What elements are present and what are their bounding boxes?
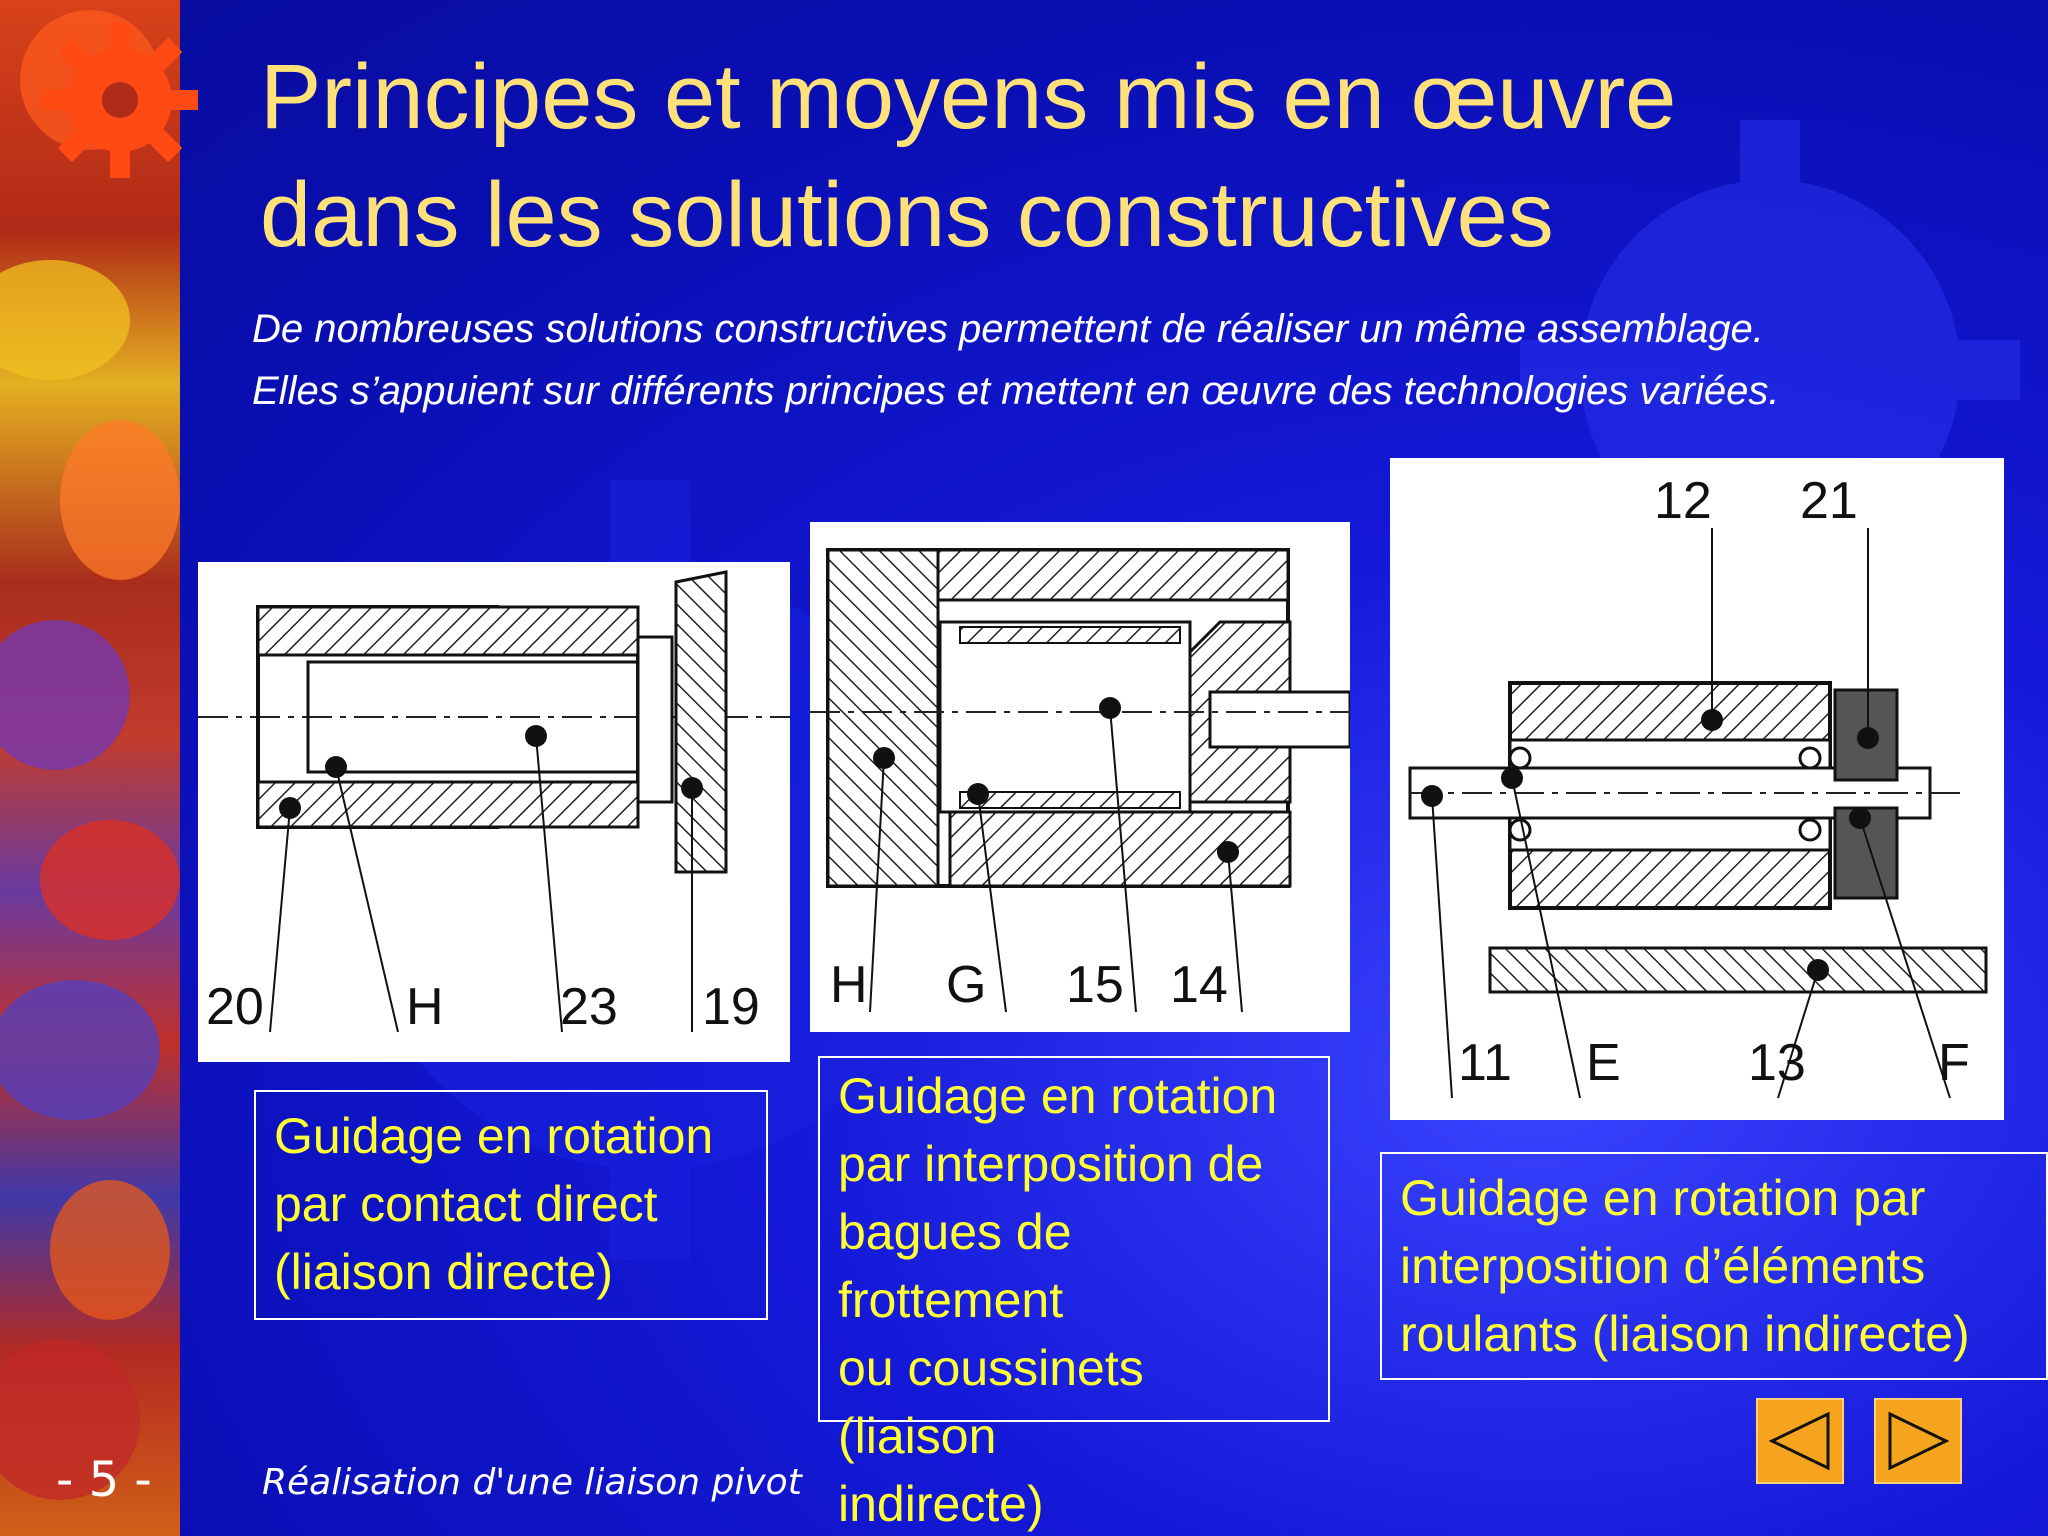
title-line: dans les solutions constructives bbox=[260, 164, 1554, 266]
part-label: 23 bbox=[560, 978, 618, 1036]
gear-icon bbox=[30, 10, 210, 190]
part-label: 11 bbox=[1458, 1034, 1512, 1092]
footer-text: Réalisation d'une liaison pivot bbox=[262, 1462, 802, 1503]
part-label: 13 bbox=[1748, 1034, 1806, 1092]
triangle-right-icon bbox=[1876, 1400, 1960, 1482]
part-label: 19 bbox=[702, 978, 760, 1036]
previous-slide-button[interactable] bbox=[1756, 1398, 1844, 1484]
caption-line: roulants (liaison indirecte) bbox=[1400, 1306, 1970, 1362]
page-title bbox=[260, 38, 1960, 274]
caption-direct-contact bbox=[254, 1090, 768, 1320]
caption-line: par interposition de bbox=[838, 1136, 1264, 1192]
part-label: F bbox=[1938, 1034, 1970, 1092]
part-label: 21 bbox=[1800, 472, 1858, 530]
subtitle bbox=[252, 298, 1952, 422]
triangle-left-icon bbox=[1758, 1400, 1842, 1482]
title-line: Principes et moyens mis en œuvre bbox=[260, 46, 1677, 148]
decorative-strip bbox=[0, 0, 180, 1536]
figure-direct-contact bbox=[198, 562, 790, 1062]
part-label: H bbox=[830, 956, 868, 1014]
subtitle-line: Elles s’appuient sur différents principes et mettent en œuvre des technologies variées. bbox=[252, 369, 1780, 413]
caption-line: par contact direct bbox=[274, 1176, 658, 1232]
caption-line: Guidage en rotation bbox=[274, 1108, 714, 1164]
caption-bushings bbox=[818, 1056, 1330, 1532]
page-number: - 5 - bbox=[56, 1452, 152, 1508]
caption-rolling-elements bbox=[1380, 1152, 2048, 1380]
caption-line: (liaison directe) bbox=[274, 1244, 614, 1300]
figure-bushings bbox=[810, 522, 1350, 1032]
caption-line: indirecte) bbox=[838, 1476, 1044, 1532]
part-label: G bbox=[946, 956, 987, 1014]
figure-rolling-elements bbox=[1390, 458, 2004, 1120]
caption-line: Guidage en rotation par bbox=[1400, 1170, 1926, 1226]
caption-line: Guidage en rotation bbox=[838, 1068, 1278, 1124]
part-label: 15 bbox=[1066, 956, 1124, 1014]
part-label: H bbox=[406, 978, 444, 1036]
subtitle-line: De nombreuses solutions constructives permettent de réaliser un même assemblage. bbox=[252, 307, 1764, 351]
part-label: 14 bbox=[1170, 956, 1228, 1014]
part-label: 20 bbox=[206, 978, 264, 1036]
part-label: E bbox=[1586, 1034, 1621, 1092]
caption-line: interposition d’éléments bbox=[1400, 1238, 1926, 1294]
next-slide-button[interactable] bbox=[1874, 1398, 1962, 1484]
part-label: 12 bbox=[1654, 472, 1712, 530]
caption-line: ou coussinets (liaison bbox=[838, 1340, 1144, 1464]
caption-line: bagues de frottement bbox=[838, 1204, 1072, 1328]
